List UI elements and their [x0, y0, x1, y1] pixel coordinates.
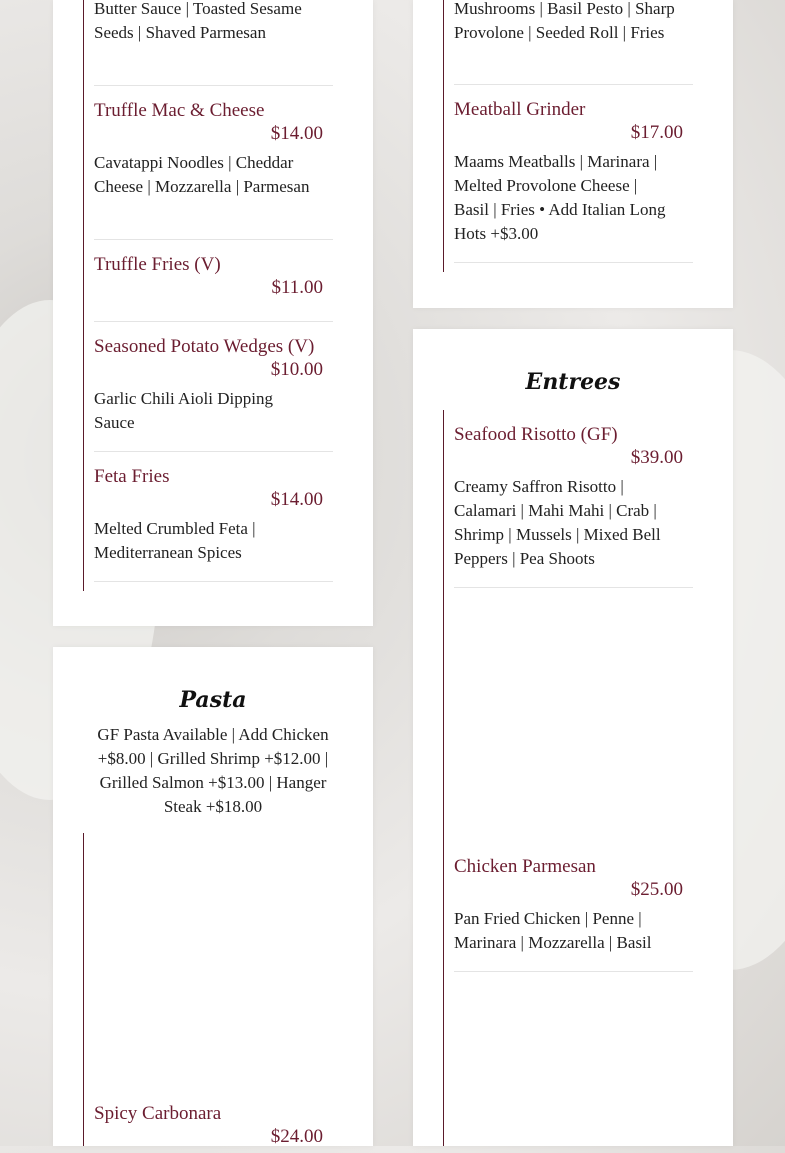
- item-price: $14.00: [270, 489, 323, 510]
- item-name: Seafood Risotto (GF): [454, 424, 618, 445]
- item-price: $39.00: [630, 447, 683, 468]
- menu-item: [94, 466, 333, 582]
- item-description: Maams Meatballs | Marinara | Melted Provolone Cheese | Basil | Fries • Add Italian Long Hots +$3.00: [454, 152, 666, 243]
- item-price: $17.00: [630, 122, 683, 143]
- item-name: Feta Fries: [94, 466, 170, 487]
- item-name: Meatball Grinder: [454, 99, 586, 120]
- item-price: $25.00: [630, 879, 683, 900]
- section-title: Entrees: [525, 369, 621, 395]
- menu-card-pasta: [53, 647, 373, 1146]
- item-description: Butter Sauce | Toasted Sesame Seeds | Shaved Parmesan: [94, 0, 302, 42]
- menu-item: [454, 856, 693, 972]
- card-rule: [83, 0, 84, 591]
- section-note: GF Pasta Available | Add Chicken +$8.00 | Grilled Shrimp +$12.00 | Grilled Salmon +$13.00 | Hanger Steak +$18.00: [97, 725, 329, 816]
- item-description: Cavatappi Noodles | Cheddar Cheese | Mozzarella | Parmesan: [94, 153, 310, 196]
- item-name: Truffle Fries (V): [94, 254, 221, 275]
- section-title: Pasta: [179, 687, 247, 713]
- item-description: Creamy Saffron Risotto | Calamari | Mahi Mahi | Crab | Shrimp | Mussels | Mixed Bell Peppers | Pea Shoots: [454, 477, 661, 568]
- menu-item: [454, 0, 693, 85]
- card-rule: [443, 0, 444, 272]
- item-name: Seasoned Potato Wedges (V): [94, 336, 315, 357]
- menu-card-sandwiches: [413, 0, 733, 308]
- item-price: $14.00: [270, 123, 323, 144]
- item-price: $11.00: [271, 277, 323, 298]
- menu-item: [454, 99, 693, 263]
- menu-item: [94, 254, 333, 322]
- item-name: Chicken Parmesan: [454, 856, 596, 877]
- item-price: $10.00: [270, 359, 323, 380]
- item-price: $24.00: [270, 1126, 323, 1147]
- item-name: Truffle Mac & Cheese: [94, 100, 265, 121]
- menu-item: [94, 0, 333, 86]
- menu-item: [94, 100, 333, 240]
- item-description: Garlic Chili Aioli Dipping Sauce: [94, 389, 273, 432]
- item-description: Mushrooms | Basil Pesto | Sharp Provolone | Seeded Roll | Fries: [454, 0, 675, 42]
- item-description: Melted Crumbled Feta | Mediterranean Spices: [94, 519, 256, 562]
- item-description: Pan Fried Chicken | Penne | Marinara | Mozzarella | Basil: [454, 909, 652, 952]
- card-rule: [83, 833, 84, 1146]
- menu-card-entrees: [413, 329, 733, 1146]
- item-name: Spicy Carbonara: [94, 1103, 222, 1124]
- menu-card-sides: [53, 0, 373, 626]
- menu-item: [454, 424, 693, 588]
- menu-item: [94, 336, 333, 452]
- card-rule: [443, 410, 444, 1146]
